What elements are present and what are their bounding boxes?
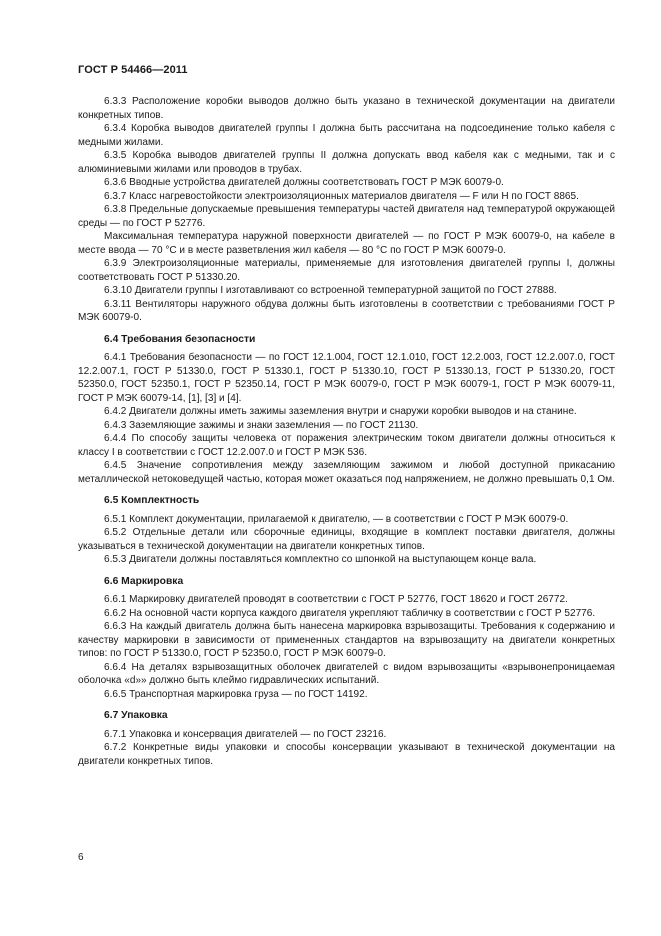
paragraph: 6.6.1 Маркировку двигателей проводят в соответствии с ГОСТ Р 52776, ГОСТ 18620 и ГОСТ 26772. (104, 594, 568, 605)
paragraph: 6.6.3 На каждый двигатель должна быть нанесена маркировка взрывозащиты. Требования к содержанию и качеству маркировки в зависимости от примененных стандартов на взрывозащиту на двигатели конкретных типов: по ГОСТ Р 51330.0, ГОСТ Р 52350.0, ГОСТ Р МЭК 60079-0. (78, 621, 615, 659)
paragraph: 6.5.2 Отдельные детали или сборочные единицы, входящие в комплект поставки двигателя, должны указываться в технической документации на двигатели конкретных типов. (78, 527, 615, 552)
paragraph: 6.4.4 По способу защиты человека от поражения электрическим током двигатели должны относиться к классу I в соответствии с ГОСТ 12.2.007.0 и ГОСТ Р МЭК 536. (78, 433, 615, 458)
paragraph: 6.6.2 На основной части корпуса каждого двигателя укрепляют табличку в соответствии с ГОСТ Р 52776. (104, 607, 596, 619)
section-heading: 6.5 Комплектность (104, 495, 200, 506)
paragraph: 6.6.5 Транспортная маркировка груза — по ГОСТ 14192. (104, 688, 368, 700)
paragraph: 6.3.11 Вентиляторы наружного обдува должны быть изготовлены в соответствии с требованиями ГОСТ Р МЭК 60079-0. (78, 298, 615, 323)
paragraph: 6.7.1 Упаковка и консервация двигателей — по ГОСТ 23216. (104, 728, 387, 740)
paragraph: 6.4.1 Требования безопасности — по ГОСТ 12.1.004, ГОСТ 12.1.010, ГОСТ 12.2.003, ГОСТ 12.2.007.0, ГОСТ 12.2.007.1, ГОСТ Р 51330.0, ГОСТ Р 51330.1, ГОСТ Р 51330.10, ГОСТ Р 51330.13, ГОСТ Р 51330.20, ГОСТ 52350.0, ГОСТ 52350.1, ГОСТ Р 52350.14, ГОСТ Р МЭК 60079-0, ГОСТ Р МЭК 60079-1, ГОСТ Р МЭК 60079-11, ГОСТ Р МЭК 60079-14, [1], [3] и [4]. (78, 352, 615, 404)
paragraph: 6.3.8 Предельные допускаемые превышения температуры частей двигателя над температурой окружающей среды — по ГОСТ Р 52776. (78, 204, 615, 229)
section-heading: 6.6 Маркировка (104, 575, 184, 587)
page-header: ГОСТ Р 54466—2011 (78, 64, 188, 76)
paragraph: 6.3.10 Двигатели группы I изготавливают со встроенной температурной защитой по ГОСТ 27888. (104, 285, 557, 296)
page-number: 6 (78, 852, 84, 863)
paragraph: Максимальная температура наружной поверхности двигателей — по ГОСТ Р МЭК 60079-0, на кабеле в месте ввода — 70 °С и в месте разветвления жил кабеля — 80 °С по ГОСТ Р МЭК 60079-0. (78, 231, 615, 256)
document-body (78, 95, 615, 768)
paragraph: 6.3.3 Расположение коробки выводов должно быть указано в технической документации на двигатели конкретных типов. (78, 96, 615, 121)
paragraph: 6.3.7 Класс нагревостойкости электроизоляционных материалов двигателя — F или H по ГОСТ 8865. (104, 190, 579, 202)
section-heading: 6.7 Упаковка (104, 710, 168, 721)
paragraph: 6.5.1 Комплект документации, прилагаемой к двигателю, — в соответствии с ГОСТ Р МЭК 60079-0. (104, 513, 569, 525)
paragraph: 6.4.2 Двигатели должны иметь зажимы заземления внутри и снаружи коробки выводов и на станине. (104, 406, 577, 417)
paragraph: 6.6.4 На деталях взрывозащитных оболочек двигателей с видом взрывозащиты «взрывонепроницаемая оболочка «d»» должно быть клеймо гидравлических испытаний. (78, 661, 615, 686)
paragraph: 6.4.3 Заземляющие зажимы и знаки заземления — по ГОСТ 21130. (104, 419, 419, 431)
paragraph: 6.3.4 Коробка выводов двигателей группы I должна быть рассчитана на подсоединение только кабеля с медными жилами. (78, 123, 615, 148)
paragraph: 6.3.9 Электроизоляционные материалы, применяемые для изготовления двигателей группы I, должны соответствовать ГОСТ Р 51330.20. (78, 258, 615, 283)
section-heading: 6.4 Требования безопасности (104, 333, 256, 345)
paragraph: 6.5.3 Двигатели должны поставляться комплектно со шпонкой на выступающем конце вала. (104, 554, 537, 565)
paragraph: 6.3.5 Коробка выводов двигателей группы II должна допускать ввод кабеля как с медными, так и с алюминиевыми жилами или проводов в трубах. (78, 150, 615, 175)
paragraph: 6.3.6 Вводные устройства двигателей должны соответствовать ГОСТ Р МЭК 60079-0. (104, 177, 504, 188)
paragraph: 6.4.5 Значение сопротивления между заземляющим зажимом и любой доступной прикасанию металлической нетоковедущей частью, которая может оказаться под напряжением, не должно превышать 0,1 Ом. (78, 460, 615, 485)
paragraph: 6.7.2 Конкретные виды упаковки и способы консервации указывают в технической документации на двигатели конкретных типов. (78, 742, 615, 767)
